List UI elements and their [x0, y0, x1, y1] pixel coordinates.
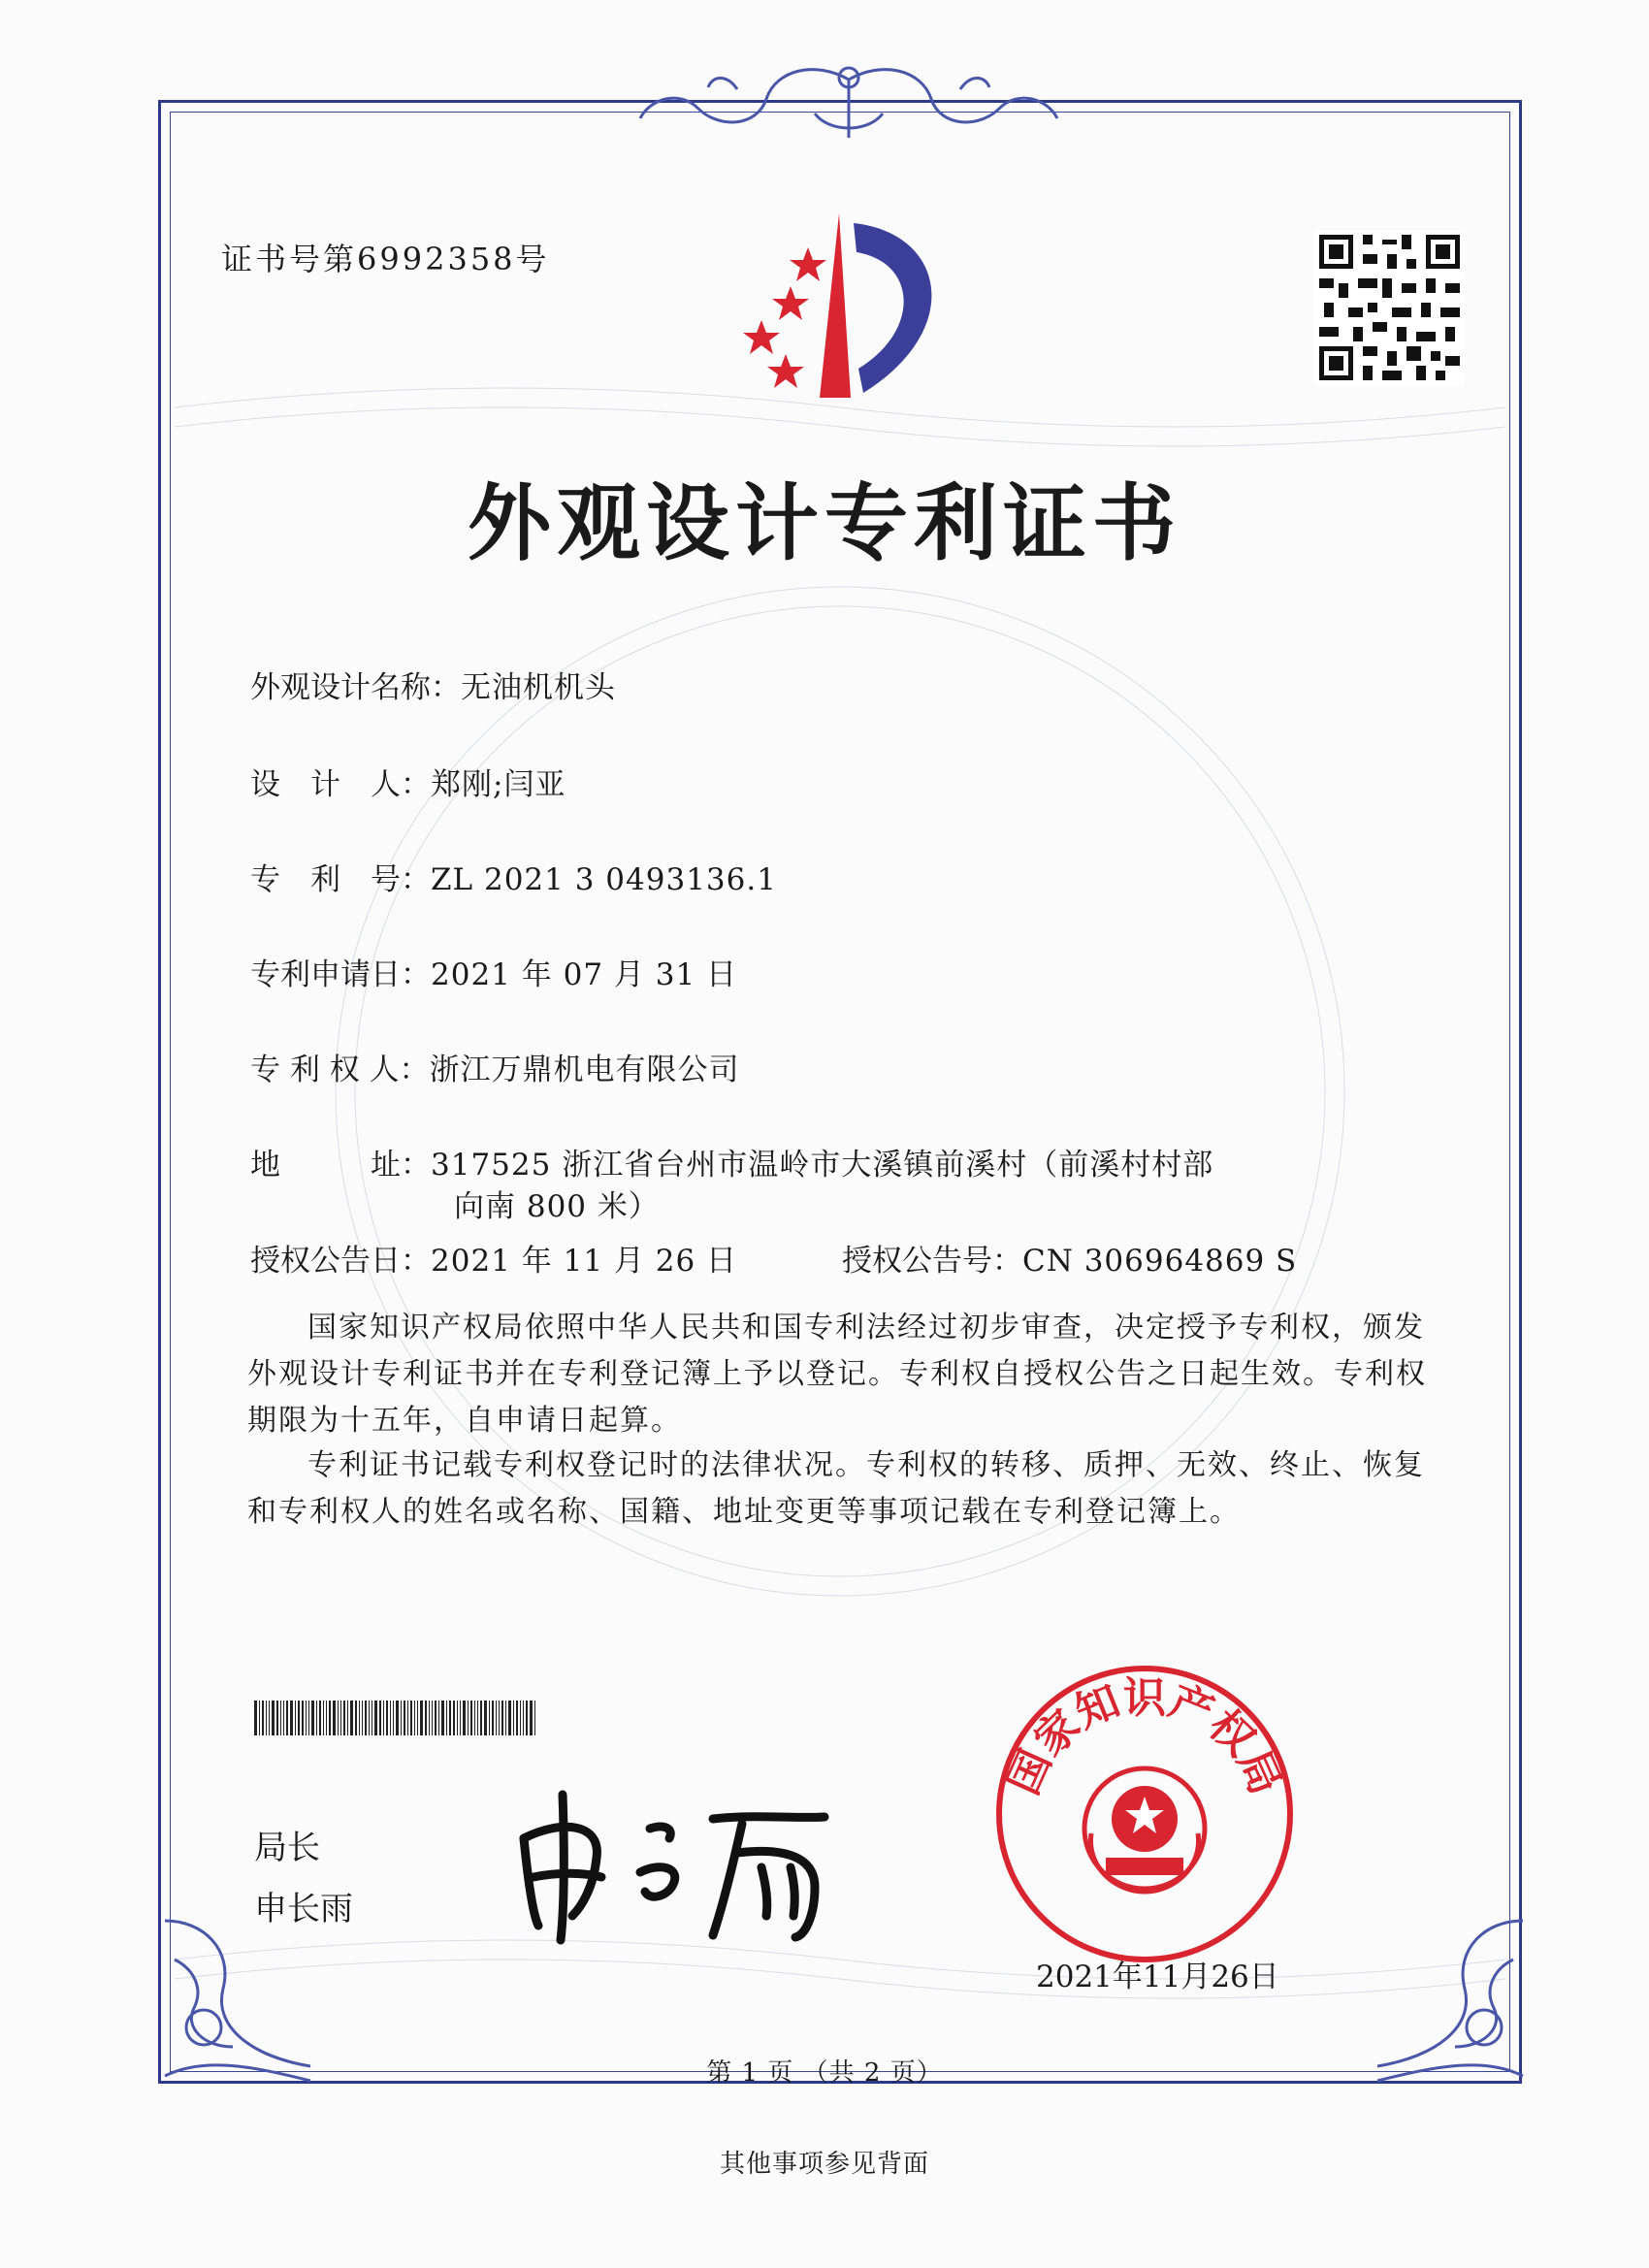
barcode-bar [534, 1701, 535, 1735]
field-design-name [250, 663, 616, 706]
barcode-bar [362, 1701, 363, 1735]
barcode-bar [319, 1701, 321, 1735]
barcode-bar [302, 1701, 304, 1735]
barcode-bar [407, 1701, 408, 1735]
director-title: 局长 [254, 1829, 320, 1867]
application-date-value: 2021 年 07 月 31 日 [431, 957, 738, 992]
designer-label: 设 计 人： [250, 767, 431, 802]
barcode-bar [350, 1701, 353, 1735]
address-value-line2: 向南 800 米） [454, 1189, 660, 1224]
barcode-bar [449, 1701, 451, 1735]
barcode-bar [340, 1701, 341, 1735]
application-date-label: 专利申请日： [250, 957, 431, 992]
barcode-bar [477, 1701, 478, 1735]
barcode-bar [435, 1701, 436, 1735]
barcode-bar [286, 1701, 288, 1735]
barcode-bar [269, 1701, 270, 1735]
patent-number-label: 专 利 号： [250, 862, 431, 897]
barcode-bar [355, 1701, 357, 1735]
barcode-bar [306, 1701, 307, 1735]
barcode-bar [429, 1701, 430, 1735]
barcode-bar [499, 1701, 500, 1735]
barcode-bar [369, 1701, 370, 1735]
barcode-bar [530, 1701, 533, 1735]
barcode-bar [290, 1701, 293, 1735]
patentee-value: 浙江万鼎机电有限公司 [429, 1053, 740, 1087]
qr-code-icon [1314, 230, 1465, 385]
top-ornament [621, 60, 1077, 152]
barcode-bar [386, 1701, 388, 1735]
barcode-bar [480, 1701, 482, 1735]
barcode-bar [513, 1701, 514, 1735]
page-footer: 第 1 页 （共 2 页） [706, 2058, 943, 2088]
barcode-bar [523, 1701, 524, 1735]
field-application-date [250, 950, 737, 993]
barcode-bar [401, 1701, 402, 1735]
barcode-bar [298, 1701, 300, 1735]
field-grant-announcement-number [842, 1236, 1297, 1280]
official-seal [989, 1659, 1300, 1969]
barcode-bar [374, 1701, 377, 1735]
grant-date-value: 2021 年 11 月 26 日 [431, 1244, 738, 1279]
barcode-bar [441, 1701, 444, 1735]
field-address [250, 1140, 1213, 1183]
barcode-bar [501, 1701, 503, 1735]
design-name-label: 外观设计名称： [250, 670, 461, 705]
seal-date: 2021年11月26日 [1036, 1960, 1279, 1994]
guilloche-background [175, 116, 1505, 2066]
barcode-bar [460, 1701, 461, 1735]
certificate-number-value: 6992358 [357, 241, 516, 277]
patent-number-value: ZL 2021 3 0493136.1 [431, 862, 777, 897]
barcode-bar [323, 1701, 324, 1735]
barcode-bar [326, 1701, 327, 1735]
field-grant-announcement-date [250, 1236, 737, 1280]
field-designer [250, 760, 566, 803]
barcode-bar [329, 1701, 331, 1735]
barcode-bar [425, 1701, 427, 1735]
barcode-bar [453, 1701, 455, 1735]
barcode-bar [420, 1701, 423, 1735]
back-note: 其他事项参见背面 [719, 2150, 929, 2179]
barcode-bar [283, 1701, 284, 1735]
barcode-bar [410, 1701, 412, 1735]
address-label: 地 址： [250, 1148, 431, 1183]
barcode-bar [266, 1701, 267, 1735]
barcode-bar [526, 1701, 528, 1735]
barcode-bar [262, 1701, 264, 1735]
barcode-bar [379, 1701, 381, 1735]
field-patent-number [250, 855, 777, 898]
paragraph-2: 专利证书记载专利权登记时的法律状况。专利权的转移、质押、无效、终止、恢复和专利权人的姓名或名称、国籍、地址变更等事项记载在专利登记簿上。 [247, 1448, 1425, 1529]
designer-value: 郑刚;闫亚 [431, 767, 566, 802]
barcode-bar [468, 1701, 469, 1735]
barcode-bar [393, 1701, 394, 1735]
barcode-bar [311, 1701, 314, 1735]
barcode-bar [432, 1701, 433, 1735]
seal-text: 国家知识产权局 [998, 1672, 1291, 1802]
certificate-title: 外观设计专利证书 [468, 475, 1181, 572]
barcode-bar [347, 1701, 348, 1735]
barcode-bar [484, 1701, 487, 1735]
barcode-bar [308, 1701, 309, 1735]
grant-number-value: CN 306964869 S [1022, 1244, 1298, 1279]
barcode-icon [254, 1701, 656, 1735]
director-name: 申长雨 [254, 1890, 353, 1928]
barcode-bar [333, 1701, 336, 1735]
certificate-number-suffix: 号 [515, 241, 550, 277]
barcode-bar [474, 1701, 475, 1735]
barcode-bar [404, 1701, 405, 1735]
address-value-line1: 317525 浙江省台州市温岭市大溪镇前溪村（前溪村村部 [431, 1148, 1214, 1183]
barcode-bar [417, 1701, 418, 1735]
certificate-number [221, 235, 550, 279]
grant-date-label: 授权公告日： [250, 1244, 431, 1279]
barcode-bar [295, 1701, 296, 1735]
barcode-bar [516, 1701, 518, 1735]
barcode-bar [276, 1701, 278, 1735]
barcode-bar [414, 1701, 415, 1735]
paragraph-1: 国家知识产权局依照中华人民共和国专利法经过初步审查，决定授予专利权，颁发外观设计专利证书并在专利登记簿上予以登记。专利权自授权公告之日起生效。专利权期限为十五年，自申请日起算。 [247, 1311, 1427, 1438]
barcode-bar [390, 1701, 391, 1735]
grant-number-label: 授权公告号： [842, 1244, 1022, 1279]
barcode-bar [457, 1701, 458, 1735]
barcode-bar [520, 1701, 521, 1735]
director-signature [504, 1780, 854, 1950]
cnipa-logo-icon [723, 213, 955, 407]
barcode-bar [508, 1701, 511, 1735]
field-patentee [250, 1045, 740, 1088]
barcode-bar [259, 1701, 260, 1735]
barcode-bar [280, 1701, 281, 1735]
barcode-bar [470, 1701, 472, 1735]
barcode-bar [446, 1701, 447, 1735]
barcode-bar [338, 1701, 339, 1735]
barcode-bar [343, 1701, 345, 1735]
barcode-bar [383, 1701, 384, 1735]
barcode-bar [438, 1701, 439, 1735]
patentee-label: 专 利 权 人： [250, 1053, 430, 1087]
design-name-value: 无油机机头 [461, 670, 616, 705]
barcode-bar [316, 1701, 317, 1735]
barcode-bar [365, 1701, 367, 1735]
barcode-bar [492, 1701, 494, 1735]
barcode-bar [359, 1701, 360, 1735]
barcode-bar [463, 1701, 466, 1735]
barcode-bar [489, 1701, 490, 1735]
barcode-bar [272, 1701, 275, 1735]
certificate-number-label: 证书号第 [221, 241, 358, 277]
barcode-bar [396, 1701, 399, 1735]
barcode-bar [496, 1701, 497, 1735]
barcode-bar [505, 1701, 506, 1735]
barcode-bar [254, 1701, 257, 1735]
